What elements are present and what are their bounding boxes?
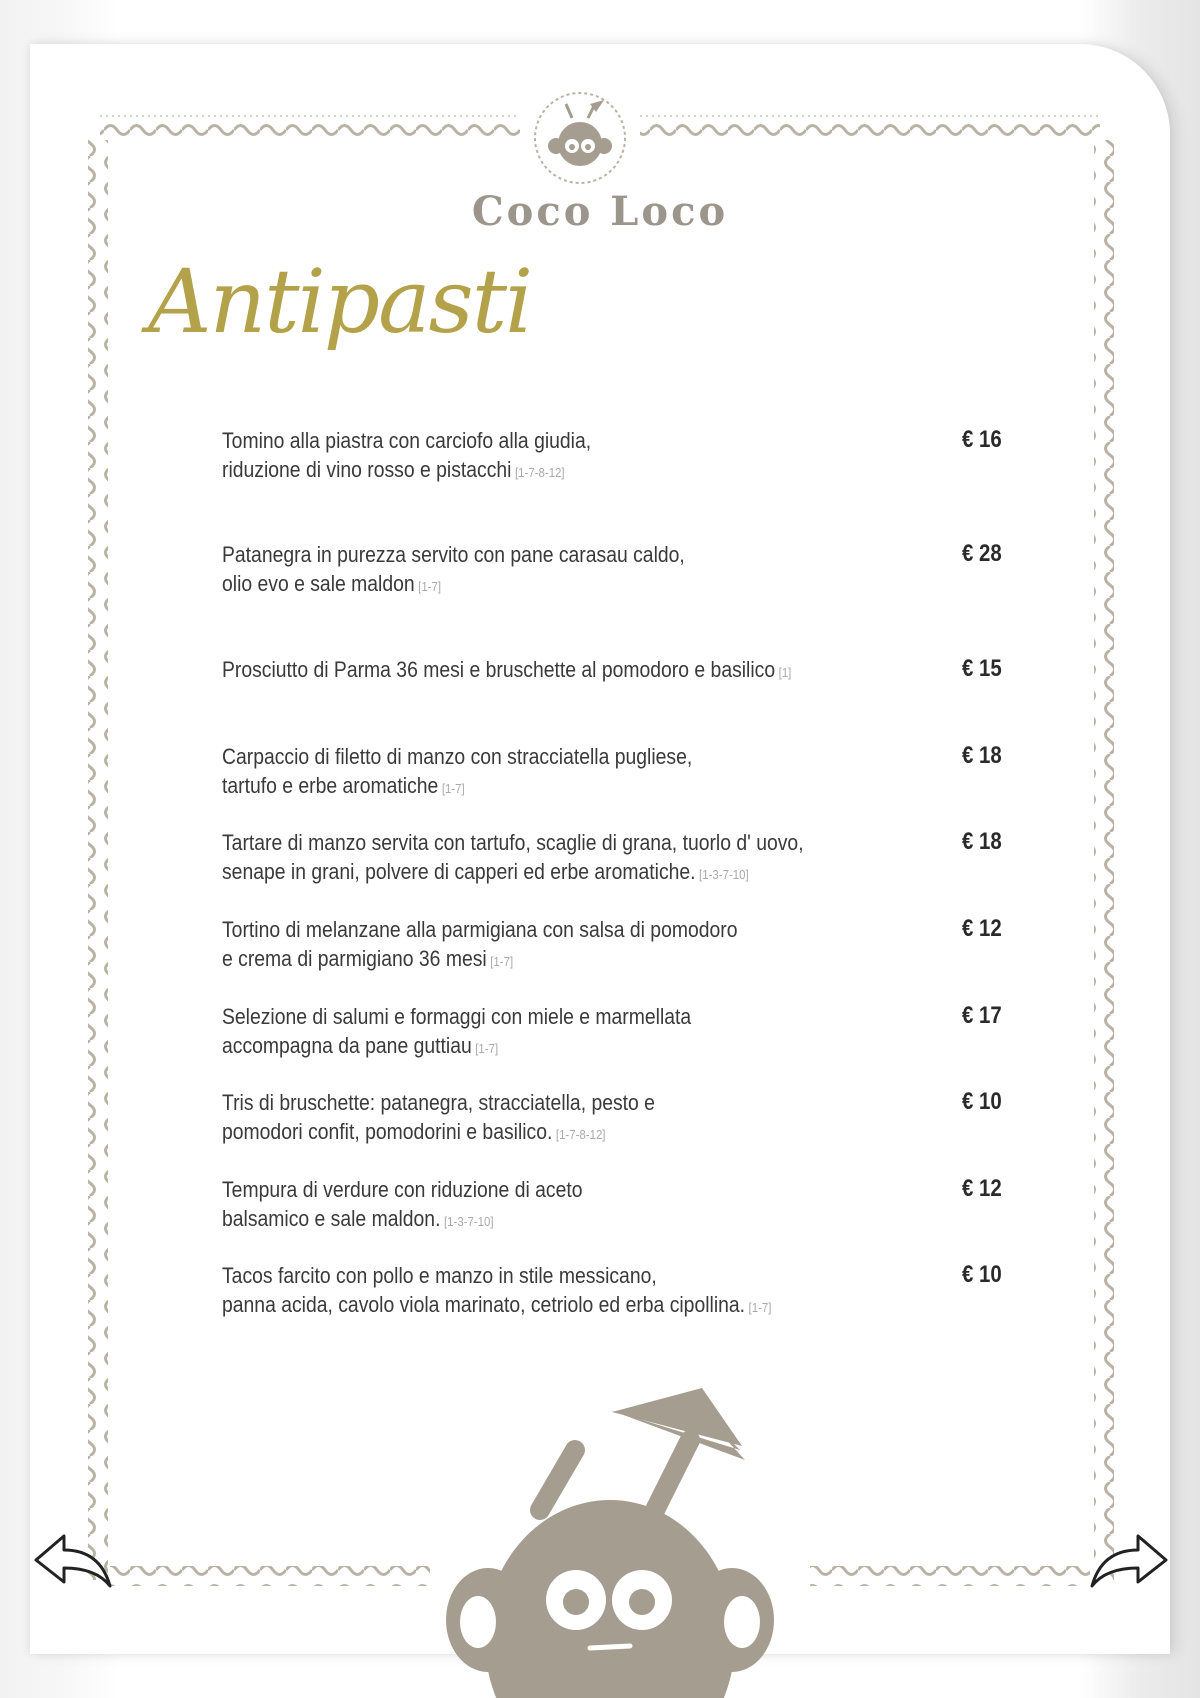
item-line: Tempura di verdure con riduzione di aceto (222, 1177, 583, 1202)
item-price: € 10 (962, 1088, 1002, 1115)
menu-item (222, 540, 1002, 601)
left-border (88, 140, 108, 1580)
item-line: Tartare di manzo servita con tartufo, scaglie di grana, tuorlo d' uovo, (222, 830, 804, 855)
top-right-border (640, 124, 1100, 144)
mascot-monkey-icon (446, 1388, 774, 1698)
item-price: € 12 (962, 1175, 1002, 1202)
section-title: Antipasti (148, 250, 532, 353)
right-border (1094, 140, 1114, 1580)
menu-item (222, 915, 1002, 976)
item-line: Patanegra in purezza servito con pane carasau caldo, (222, 542, 685, 567)
item-line: Tacos farcito con pollo e manzo in stile messicano, (222, 1263, 657, 1288)
item-line: Selezione di salumi e formaggi con miele e marmellata (222, 1004, 692, 1029)
item-line: senape in grani, polvere di capperi ed erbe aromatiche. (222, 859, 696, 884)
allergen-codes: [1-7] (475, 1041, 499, 1056)
logo-monkey-icon (535, 93, 625, 183)
bottom-right-border (810, 1566, 1090, 1586)
item-line: Prosciutto di Parma 36 mesi e bruschette al pomodoro e basilico (222, 657, 776, 682)
item-price: € 15 (962, 655, 1002, 682)
allergen-codes: [1-3-7-10] (699, 867, 749, 882)
arrow-left-icon[interactable] (30, 1530, 116, 1594)
menu-item (222, 1175, 1002, 1236)
item-price: € 17 (962, 1002, 1002, 1029)
item-line: balsamico e sale maldon. (222, 1206, 441, 1231)
item-price: € 28 (962, 540, 1002, 567)
allergen-codes: [1-7] (418, 579, 442, 594)
item-line: Tortino di melanzane alla parmigiana con salsa di pomodoro (222, 917, 738, 942)
item-line: Carpaccio di filetto di manzo con stracciatella pugliese, (222, 744, 693, 769)
item-price: € 12 (962, 915, 1002, 942)
menu-item (222, 828, 1002, 889)
allergen-codes: [1] (778, 665, 792, 680)
item-line: riduzione di vino rosso e pistacchi (222, 457, 512, 482)
item-line: e crema di parmigiano 36 mesi (222, 946, 487, 971)
item-price: € 18 (962, 742, 1002, 769)
item-line: tartufo e erbe aromatiche (222, 773, 439, 798)
top-left-border (100, 124, 520, 144)
item-price: € 10 (962, 1261, 1002, 1288)
menu-item (222, 1002, 1002, 1063)
brand-name: Coco Loco (471, 188, 729, 235)
item-line: pomodori confit, pomodorini e basilico. (222, 1119, 553, 1144)
menu-item (222, 1261, 1002, 1322)
menu-item (222, 426, 1002, 487)
allergen-codes: [1-7] (748, 1300, 772, 1315)
arrow-right-icon[interactable] (1086, 1530, 1172, 1594)
item-price: € 18 (962, 828, 1002, 855)
bottom-left-border (110, 1566, 430, 1586)
allergen-codes: [1-7] (441, 781, 465, 796)
item-price: € 16 (962, 426, 1002, 453)
item-line: Tris di bruschette: patanegra, stracciatella, pesto e (222, 1090, 655, 1115)
item-line: panna acida, cavolo viola marinato, cetriolo ed erba cipollina. (222, 1292, 746, 1317)
allergen-codes: [1-7-8-12] (514, 465, 565, 480)
allergen-codes: [1-3-7-10] (443, 1214, 494, 1229)
allergen-codes: [1-7] (490, 954, 514, 969)
menu-item (222, 655, 1002, 687)
item-line: Tomino alla piastra con carciofo alla giudia, (222, 428, 592, 453)
menu-item (222, 742, 1002, 803)
menu-item (222, 1088, 1002, 1149)
allergen-codes: [1-7-8-12] (555, 1127, 606, 1142)
item-line: accompagna da pane guttiau (222, 1033, 472, 1058)
item-line: olio evo e sale maldon (222, 571, 415, 596)
